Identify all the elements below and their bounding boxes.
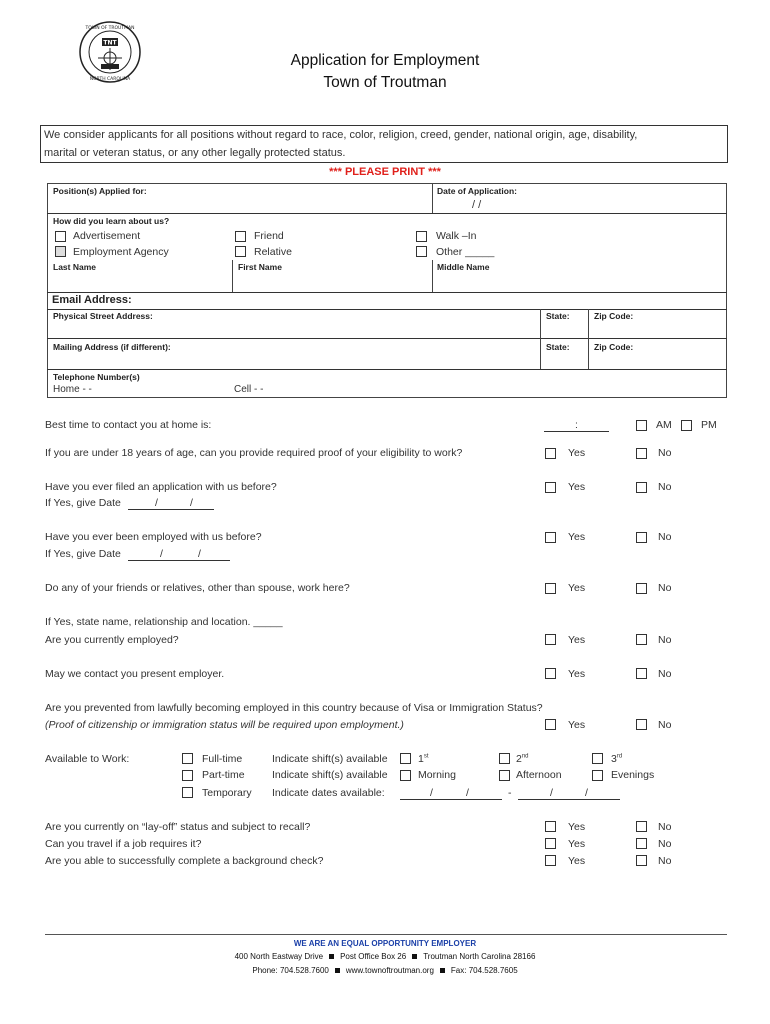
yes-label: Yes (568, 634, 586, 646)
mailing-zip-code-label: Zip Code: (594, 342, 634, 352)
cell-phone-field[interactable]: Cell - - (234, 384, 264, 395)
visa-yes-checkbox[interactable] (545, 719, 556, 730)
no-label: No (658, 855, 672, 867)
relative-label: Relative (254, 246, 292, 258)
currently-employed-question: Are you currently employed? (45, 634, 179, 646)
temporary-label: Temporary (202, 787, 252, 799)
friend-label: Friend (254, 230, 284, 242)
employed-before-question: Have you ever been employed with us before? (45, 531, 262, 543)
third-shift-checkbox[interactable] (592, 753, 603, 764)
evenings-checkbox[interactable] (592, 770, 603, 781)
page-title: Application for Employment (290, 52, 480, 69)
under-18-question: If you are under 18 years of age, can you provide required proof of your eligibility to work? (45, 447, 463, 459)
visa-no-checkbox[interactable] (636, 719, 647, 730)
second-shift-label: 2nd (516, 753, 529, 765)
no-label: No (658, 531, 672, 543)
afternoon-label: Afternoon (516, 769, 562, 781)
layoff-no-checkbox[interactable] (636, 821, 647, 832)
notice-line-2: marital or veteran status, or any other legally protected status. (44, 147, 346, 159)
friends-relatives-question: Do any of your friends or relatives, other than spouse, work here? (45, 582, 350, 594)
under-18-no-checkbox[interactable] (636, 448, 647, 459)
yes-label: Yes (568, 719, 586, 731)
equal-opportunity-footer: WE ARE AN EQUAL OPPORTUNITY EMPLOYER (293, 939, 477, 948)
background-question: Are you able to successfully complete a background check? (45, 855, 324, 867)
filed-no-checkbox[interactable] (636, 482, 647, 493)
physical-address-label: Physical Street Address: (53, 311, 153, 321)
yes-label: Yes (568, 447, 586, 459)
visa-question: Are you prevented from lawfully becoming employed in this country because of Visa or Immigration Status? (45, 702, 543, 714)
currently-no-checkbox[interactable] (636, 634, 647, 645)
best-time-field[interactable]: : (544, 419, 609, 432)
temporary-checkbox[interactable] (182, 787, 193, 798)
friends-yes-checkbox[interactable] (545, 583, 556, 594)
notice-line-1: We consider applicants for all positions without regard to race, color, religion, creed, gender, national origin, age, disability, (44, 129, 638, 141)
mailing-address-label: Mailing Address (if different): (53, 342, 171, 352)
advertisement-label: Advertisement (73, 230, 141, 242)
layoff-question: Are you currently on “lay-off” status and subject to recall? (45, 821, 311, 833)
walk-in-checkbox[interactable] (416, 231, 427, 242)
no-label: No (658, 719, 672, 731)
telephone-numbers-label: Telephone Number(s) (53, 372, 140, 382)
friends-no-checkbox[interactable] (636, 583, 647, 594)
page-subtitle: Town of Troutman (323, 74, 447, 91)
dates-to-field[interactable] (518, 799, 620, 800)
employment-agency-checkbox[interactable] (55, 246, 66, 257)
indicate-shift-label-2: Indicate shift(s) available (272, 769, 388, 781)
full-time-checkbox[interactable] (182, 753, 193, 764)
middle-name-label: Middle Name (437, 262, 490, 272)
filed-date-field[interactable] (128, 509, 214, 510)
evenings-label: Evenings (611, 769, 655, 781)
yes-label: Yes (568, 481, 586, 493)
no-label: No (658, 821, 672, 833)
friends-detail-field[interactable]: If Yes, state name, relationship and location. _____ (45, 616, 283, 628)
am-label: AM (656, 419, 672, 431)
employed-date-label: If Yes, give Date (45, 548, 121, 560)
filed-before-question: Have you ever filed an application with us before? (45, 481, 277, 493)
available-to-work-label: Available to Work: (45, 753, 130, 765)
third-shift-label: 3rd (611, 753, 623, 765)
zip-code-label: Zip Code: (594, 311, 634, 321)
footer-contact-line: Phone: 704.528.7600 www.townoftroutman.org Fax: 704.528.7605 (252, 966, 518, 975)
indicate-dates-label: Indicate dates available: (272, 787, 385, 799)
no-label: No (658, 634, 672, 646)
equal-opportunity-notice (40, 125, 728, 163)
other-checkbox[interactable] (416, 246, 427, 257)
svg-text:TOWN OF TROUTMAN: TOWN OF TROUTMAN (85, 26, 135, 31)
yes-label: Yes (568, 838, 586, 850)
pm-checkbox[interactable] (681, 420, 692, 431)
contact-no-checkbox[interactable] (636, 668, 647, 679)
second-shift-checkbox[interactable] (499, 753, 510, 764)
indicate-shift-label-1: Indicate shift(s) available (272, 753, 388, 765)
svg-text:NORTH CAROLINA: NORTH CAROLINA (89, 77, 131, 82)
afternoon-checkbox[interactable] (499, 770, 510, 781)
bullet-icon (335, 968, 340, 973)
under-18-yes-checkbox[interactable] (545, 448, 556, 459)
website-link[interactable]: www.townoftroutman.org (345, 966, 434, 975)
employed-date-field[interactable] (128, 560, 230, 561)
travel-no-checkbox[interactable] (636, 838, 647, 849)
other-label[interactable]: Other _____ (436, 246, 495, 258)
part-time-label: Part-time (202, 769, 245, 781)
travel-question: Can you travel if a job requires it? (45, 838, 202, 850)
no-label: No (658, 447, 672, 459)
morning-checkbox[interactable] (400, 770, 411, 781)
contact-yes-checkbox[interactable] (545, 668, 556, 679)
learn-about-us-label: How did you learn about us? (53, 216, 170, 226)
morning-label: Morning (418, 769, 456, 781)
no-label: No (658, 838, 672, 850)
employed-yes-checkbox[interactable] (545, 532, 556, 543)
yes-label: Yes (568, 582, 586, 594)
bullet-icon (329, 954, 334, 959)
dates-from-field[interactable] (400, 799, 502, 800)
positions-applied-label: Position(s) Applied for: (53, 186, 147, 196)
no-label: No (658, 481, 672, 493)
part-time-checkbox[interactable] (182, 770, 193, 781)
date-of-application-label: Date of Application: (437, 186, 517, 196)
yes-label: Yes (568, 531, 586, 543)
am-checkbox[interactable] (636, 420, 647, 431)
mailing-state-label: State: (546, 342, 570, 352)
please-print-notice: *** PLEASE PRINT *** (329, 166, 441, 178)
employment-agency-label: Employment Agency (73, 246, 169, 258)
date-of-application-field[interactable]: / / (472, 199, 482, 211)
travel-yes-checkbox[interactable] (545, 838, 556, 849)
currently-yes-checkbox[interactable] (545, 634, 556, 645)
first-name-label: First Name (238, 262, 282, 272)
yes-label: Yes (568, 855, 586, 867)
yes-label: Yes (568, 668, 586, 680)
state-label: State: (546, 311, 570, 321)
advertisement-checkbox[interactable] (55, 231, 66, 242)
best-time-question: Best time to contact you at home is: (45, 419, 212, 431)
relative-checkbox[interactable] (235, 246, 246, 257)
filed-yes-checkbox[interactable] (545, 482, 556, 493)
first-shift-checkbox[interactable] (400, 753, 411, 764)
footer-address-line: 400 North Eastway Drive Post Office Box 26 Troutman North Carolina 28166 (234, 952, 536, 961)
yes-label: Yes (568, 821, 586, 833)
last-name-label: Last Name (53, 262, 96, 272)
walk-in-label: Walk –In (436, 230, 477, 242)
home-phone-field[interactable]: Home - - (53, 384, 92, 395)
bullet-icon (440, 968, 445, 973)
contact-employer-question: May we contact you present employer. (45, 668, 225, 680)
no-label: No (658, 668, 672, 680)
visa-note: (Proof of citizenship or immigration status will be required upon employment.) (45, 719, 404, 731)
filed-date-label: If Yes, give Date (45, 497, 121, 509)
employed-no-checkbox[interactable] (636, 532, 647, 543)
bullet-icon (412, 954, 417, 959)
background-yes-checkbox[interactable] (545, 855, 556, 866)
no-label: No (658, 582, 672, 594)
layoff-yes-checkbox[interactable] (545, 821, 556, 832)
background-no-checkbox[interactable] (636, 855, 647, 866)
first-shift-label: 1st (418, 753, 429, 765)
positions-applied-field[interactable] (300, 192, 301, 193)
svg-text:TNT: TNT (103, 39, 117, 47)
pm-label: PM (701, 419, 717, 431)
friend-checkbox[interactable] (235, 231, 246, 242)
email-address-label: Email Address: (52, 294, 132, 306)
full-time-label: Full-time (202, 753, 243, 765)
